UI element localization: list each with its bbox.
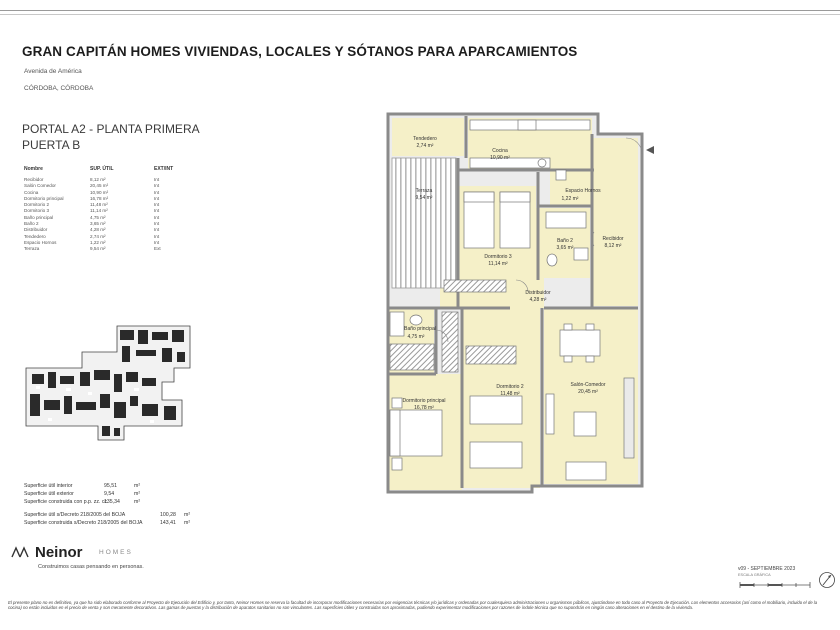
entrance-arrow-icon xyxy=(646,146,654,154)
room-recibidor xyxy=(592,138,638,306)
toilet-icon xyxy=(547,254,557,266)
cell-name: Distribuidor xyxy=(24,227,48,233)
cell-area: 3,65 m² xyxy=(90,221,106,227)
summary-value: 143,41 xyxy=(160,520,176,526)
top-rule xyxy=(0,10,840,11)
room-label-area: 10,90 m² xyxy=(490,155,510,161)
toilet-icon xyxy=(410,315,422,325)
summary-label: Superficie construida con p.p. zz. cc. xyxy=(24,499,109,505)
cell-area: 10,90 m² xyxy=(90,189,109,195)
chair-icon xyxy=(586,356,594,362)
wardrobe-dorm3-icon xyxy=(444,280,506,292)
room-label-area: 4,75 m² xyxy=(407,334,425,340)
brand-logo-text: Neinor xyxy=(35,544,83,561)
scale-bar xyxy=(738,580,812,590)
brand-slogan: Construimos casas pensando en personas. xyxy=(38,564,144,570)
summary-label: Superficie útil s/Decreto 218/2005 del BOJA xyxy=(24,512,126,518)
address-street: Avenida de América xyxy=(24,68,82,75)
cell-area: 9,54 m² xyxy=(90,246,106,252)
cell-name: Dormitorio 2 xyxy=(24,202,50,208)
project-title: GRAN CAPITÁN HOMES VIVIENDAS, LOCALES Y SÓTANOS PARA APARCAMIENTOS xyxy=(22,44,578,59)
chair-icon xyxy=(564,356,572,362)
surfaces-table-header xyxy=(22,166,194,177)
cell-name: Dormitorio 3 xyxy=(24,208,50,214)
room-label-area: 20,45 m² xyxy=(578,389,598,395)
room-label-name: Distribuidor xyxy=(525,290,551,296)
room-label-name: Baño principal xyxy=(404,326,436,332)
table-row xyxy=(22,246,194,252)
cell-area: 4,28 m² xyxy=(90,227,106,233)
brand-logo-suffix: HOMES xyxy=(99,549,133,556)
room-label-name: Recibidor xyxy=(602,236,624,242)
cell-area: 2,74 m² xyxy=(90,233,106,239)
room-label-area: 11,14 m² xyxy=(488,261,508,267)
revision-date: v09 - SEPTIEMBRE 2023 xyxy=(738,566,796,572)
north-compass-icon xyxy=(818,570,836,590)
cell-type: Int xyxy=(154,202,160,208)
cell-type: Int xyxy=(154,227,160,233)
cell-area: 16,78 m² xyxy=(90,195,109,201)
pillow-icon xyxy=(500,192,530,202)
cell-name: Terraza xyxy=(24,246,40,252)
cell-name: Recibidor xyxy=(24,177,44,182)
cell-area: 8,12 m² xyxy=(90,177,106,182)
room-label-name: Dormitorio 2 xyxy=(496,384,524,390)
cell-name: Baño 2 xyxy=(24,221,39,227)
cell-type: Int xyxy=(154,239,160,245)
tv-unit-icon xyxy=(546,394,554,434)
room-label-area: 8,12 m² xyxy=(604,243,622,249)
room-terraza xyxy=(392,158,456,288)
bed-dorm2-b-icon xyxy=(470,442,522,468)
room-label-area: 16,78 m² xyxy=(414,405,434,411)
bed-dorm2-a-icon xyxy=(470,396,522,424)
room-label-name: Terraza xyxy=(415,188,433,194)
summary-value: 9,54 xyxy=(104,491,115,497)
cell-type: Int xyxy=(154,189,160,195)
cell-area: 4,75 m² xyxy=(90,214,106,220)
room-label-name: Tendedero xyxy=(413,136,437,142)
summary-value: 135,34 xyxy=(104,499,120,505)
col-header-type: EXT/INT xyxy=(154,166,174,172)
address-city: CÓRDOBA, CÓRDOBA xyxy=(24,85,94,92)
chair-icon xyxy=(564,324,572,330)
sofa-icon xyxy=(566,462,606,480)
summary-label: Superficie útil exterior xyxy=(24,491,74,497)
cell-type: Int xyxy=(154,195,160,201)
pillow-icon xyxy=(390,410,400,456)
cell-name: Tendedero xyxy=(24,233,46,239)
unit-portal-floor: PORTAL A2 - PLANTA PRIMERA xyxy=(22,122,200,136)
neinor-logo-icon xyxy=(11,546,31,558)
nightstand-icon xyxy=(392,458,402,470)
room-label-name: Espacio Hornos xyxy=(565,188,601,194)
summary-unit: m² xyxy=(134,499,141,505)
summary-value: 95,51 xyxy=(104,483,117,489)
legal-disclaimer: El presente plano no es definitivo, ya que ha sido elaborado conforme al Proyecto de Ejecución del Edificio y, por tanto, Neinor Homes se reserva la facultad de incorporar modificaciones necesarias por exigencias técnicas y/o jurídicas y ordenadas por cualesquiera administraciones u organismos públicos, ajustándose en todo caso al Proyecto de Ejecución. Los elementos accesorios (así como el mobiliario, incluido el de la cocina) no están incluidos en el precio de venta y son meramente decorativos. Las gamas de puertas y la distribución de aparatos sanitarios no son vinculantes. Las superficies útiles y construidas son aproximadas, pudiendo experimentar modificaciones por razones de índole técnica que no supondrán en ningún caso alteraciones en el destino de la vivienda. xyxy=(8,600,818,611)
coffee-table-icon xyxy=(574,412,596,436)
summary-value: 100,28 xyxy=(160,512,176,518)
cell-type: Int xyxy=(154,233,160,239)
cell-name: Espacio Hornos xyxy=(24,239,57,245)
cell-type: Int xyxy=(154,183,160,189)
cell-name: Cocina xyxy=(24,189,39,195)
unit-door: PUERTA B xyxy=(22,138,81,152)
room-label-name: Dormitorio 3 xyxy=(484,254,512,260)
cell-name: Salón Comedor xyxy=(24,183,56,189)
room-label-area: 2,74 m² xyxy=(416,143,434,149)
washbasin-icon xyxy=(390,312,404,336)
room-label-area: 11,48 m² xyxy=(500,391,520,397)
hob-icon xyxy=(538,159,546,167)
cell-type: Int xyxy=(154,208,160,214)
room-label-area: 4,28 m² xyxy=(529,297,547,303)
cell-type: Ext xyxy=(154,246,161,252)
room-label-area: 3,65 m² xyxy=(556,245,574,251)
cell-area: 11,14 m² xyxy=(90,208,108,214)
col-header-name: Nombre xyxy=(24,166,43,172)
summary-unit: m² xyxy=(184,512,191,518)
cell-area: 11,48 m² xyxy=(90,202,108,208)
pillow-icon xyxy=(464,192,494,202)
room-label-name: Baño 2 xyxy=(557,238,573,244)
room-label-name: Dormitorio principal xyxy=(402,398,446,404)
cell-type: Int xyxy=(154,221,160,227)
summary-label: Superficie construida s/Decreto 218/2005 del BOJA xyxy=(24,520,143,526)
col-header-area: SUP. ÚTIL xyxy=(90,166,114,172)
key-plan-diagram xyxy=(22,322,200,444)
window-icon xyxy=(624,378,634,458)
shower-icon xyxy=(390,344,434,370)
washbasin-icon xyxy=(574,248,588,260)
cell-name: Dormitorio principal xyxy=(24,195,64,201)
summary-unit: m² xyxy=(134,491,141,497)
scale-label: ESCALA GRÁFICA xyxy=(738,573,771,577)
summary-label: Superficie útil interior xyxy=(24,483,73,489)
nightstand-icon xyxy=(392,398,402,408)
wardrobe-dorm2-icon xyxy=(466,346,516,364)
floor-plan-diagram xyxy=(380,112,660,496)
chair-icon xyxy=(586,324,594,330)
kitchen-sink-icon xyxy=(518,120,536,130)
room-label-name: Cocina xyxy=(492,148,508,154)
summary-unit: m² xyxy=(134,483,141,489)
room-label-area: 1,22 m² xyxy=(561,196,579,202)
cell-area: 20,45 m² xyxy=(90,183,109,189)
cell-type: Int xyxy=(154,214,160,220)
cell-type: Int xyxy=(154,177,160,182)
bathtub-icon xyxy=(546,212,586,228)
wardrobe-master-icon xyxy=(442,312,458,372)
room-label-name: Salón-Comedor xyxy=(570,382,606,388)
room-label-area: 9,54 m² xyxy=(415,195,433,201)
surfaces-table xyxy=(22,166,194,253)
cell-name: Baño principal xyxy=(24,214,54,220)
dining-table-icon xyxy=(560,330,600,356)
summary-unit: m² xyxy=(184,520,191,526)
cell-area: 1,22 m² xyxy=(90,239,106,245)
oven-icon xyxy=(556,170,566,180)
top-rule-secondary xyxy=(0,14,840,15)
